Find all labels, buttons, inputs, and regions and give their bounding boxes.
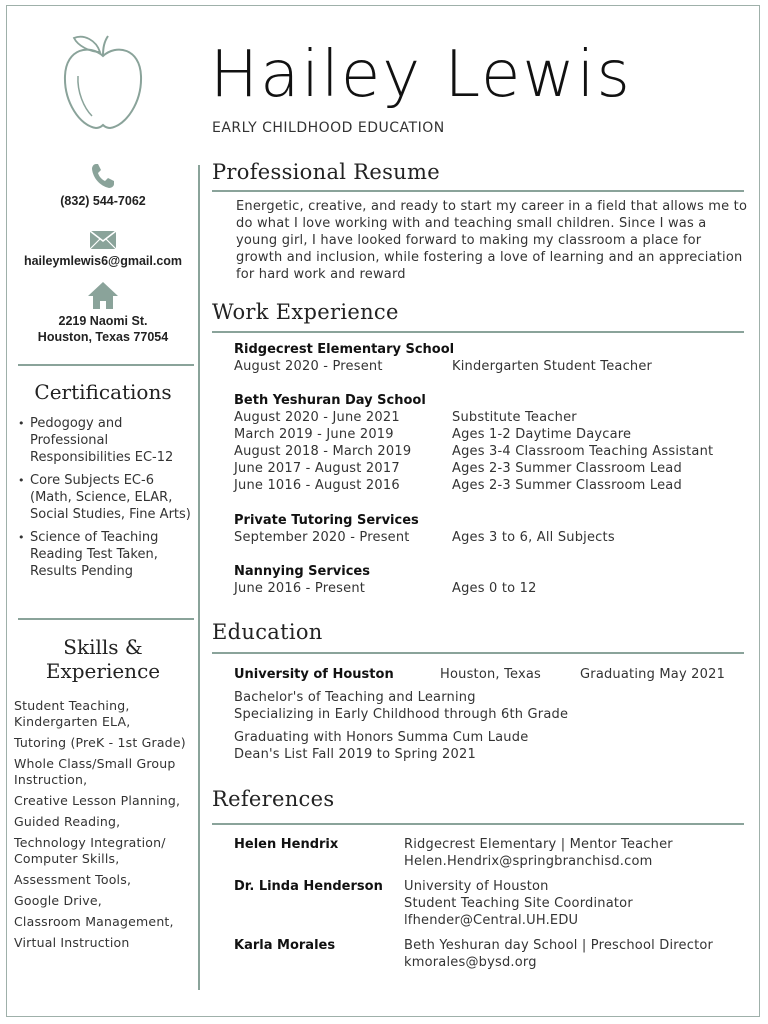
reference-name: Karla Morales: [234, 938, 336, 953]
reference-entry: [234, 836, 754, 870]
education-header: [234, 666, 754, 683]
section-rule: [212, 652, 744, 654]
job-organization: Beth Yeshuran Day School: [234, 393, 426, 408]
job-dates: August 2018 - March 2019: [234, 444, 412, 459]
job-role: Ages 0 to 12: [452, 581, 537, 596]
skill-item: Technology Integration/ Computer Skills,: [14, 835, 166, 866]
reference-info: [404, 836, 673, 870]
job-dates: September 2020 - Present: [234, 530, 410, 545]
job-entry: [234, 341, 754, 375]
education-entry: [234, 666, 754, 763]
section-rule: [212, 331, 744, 333]
job-role: Ages 2-3 Summer Classroom Lead: [452, 461, 682, 476]
certifications-heading: Certifications: [34, 380, 172, 404]
degree: Bachelor's of Teaching and Learning: [234, 690, 476, 705]
job-organization: Private Tutoring Services: [234, 513, 419, 528]
job-entry: [234, 392, 754, 494]
apple-icon: [60, 30, 146, 132]
certification-item: • Pedogogy and Professional Responsibilities EC-12: [18, 415, 198, 466]
skill-item: Whole Class/Small Group Instruction,: [14, 756, 176, 787]
job-entry: [234, 563, 754, 597]
job-row: [234, 477, 754, 494]
section-rule: [212, 823, 744, 825]
reference-email[interactable]: kmorales@bysd.org: [404, 955, 537, 970]
skills-list: [14, 698, 200, 956]
reference-entry: [234, 878, 754, 929]
job-dates: June 2017 - August 2017: [234, 461, 400, 476]
job-row: [234, 443, 754, 460]
deans-list: Dean's List Fall 2019 to Spring 2021: [234, 747, 476, 762]
sidebar-divider: [18, 618, 194, 620]
address-line-1: 2219 Naomi St.: [58, 314, 148, 328]
job-dates: June 2016 - Present: [234, 581, 366, 596]
email-block: [10, 230, 196, 268]
skill-item: Classroom Management,: [14, 914, 174, 929]
school-location: Houston, Texas: [440, 667, 542, 682]
references-heading: References: [212, 787, 335, 811]
reference-email[interactable]: Helen.Hendrix@springbranchisd.com: [404, 854, 653, 869]
job-role: Substitute Teacher: [452, 410, 577, 425]
job-role: Ages 3-4 Classroom Teaching Assistant: [452, 444, 714, 459]
home-icon: [86, 280, 120, 310]
reference-info: [404, 878, 633, 929]
job-row: [234, 358, 754, 375]
reference-info: [404, 937, 713, 971]
skill-item: Virtual Instruction: [14, 935, 130, 950]
phone-number: (832) 544-7062: [60, 194, 146, 208]
envelope-icon: [89, 230, 117, 250]
skill-item: Student Teaching, Kindergarten ELA,: [14, 698, 131, 729]
job-dates: August 2020 - June 2021: [234, 410, 400, 425]
job-dates: August 2020 - Present: [234, 359, 383, 374]
job-row: [234, 529, 754, 546]
candidate-name: Hailey Lewis: [210, 38, 632, 112]
job-row: [234, 580, 754, 597]
job-role: Ages 1-2 Daytime Daycare: [452, 427, 632, 442]
sidebar: [10, 30, 196, 990]
job-dates: June 1016 - August 2016: [234, 478, 400, 493]
skill-item: Tutoring (PreK - 1st Grade): [14, 735, 186, 750]
reference-name: Helen Hendrix: [234, 837, 339, 852]
summary-text: Energetic, creative, and ready to start my career in a field that allows me to do what I love working with and teaching small children. Since I was a young girl, I have looked forward to making my classroom a place for growth and inclusion, while fostering a love of learning and an appreciation for hard work and reward: [236, 199, 748, 282]
sidebar-divider: [18, 364, 194, 366]
job-role: Ages 3 to 6, All Subjects: [452, 530, 615, 545]
job-organization: Ridgecrest Elementary School: [234, 342, 455, 357]
job-entry: [234, 512, 754, 546]
job-role: Kindergarten Student Teacher: [452, 359, 653, 374]
certification-item: • Core Subjects EC-6 (Math, Science, ELAR, Social Studies, Fine Arts): [18, 472, 198, 523]
phone-icon: [90, 162, 116, 190]
specialization: Specializing in Early Childhood through 6th Grade: [234, 707, 569, 722]
email-address: haileymlewis6@gmail.com: [23, 254, 183, 268]
skill-item: Assessment Tools,: [14, 872, 132, 887]
certification-item: • Science of Teaching Reading Test Taken, Results Pending: [18, 529, 198, 580]
section-rule: [212, 190, 744, 192]
certifications-list: [18, 415, 198, 586]
skills-heading: [10, 635, 196, 683]
job-row: [234, 460, 754, 477]
honors: Graduating with Honors Summa Cum Laude: [234, 730, 529, 745]
skill-item: Guided Reading,: [14, 814, 121, 829]
reference-line: University of Houston: [404, 879, 549, 894]
address-block: [10, 280, 196, 344]
education-heading: Education: [212, 620, 323, 644]
sidebar-separator: [198, 165, 200, 990]
skills-heading-line-1: Skills &: [63, 635, 143, 659]
skill-item: Creative Lesson Planning,: [14, 793, 181, 808]
phone-block: [10, 162, 196, 208]
reference-email[interactable]: lfhender@Central.UH.EDU: [404, 913, 579, 928]
reference-line: Beth Yeshuran day School | Preschool Director: [404, 938, 714, 953]
work-heading: Work Experience: [212, 300, 399, 324]
job-row: [234, 426, 754, 443]
job-dates: March 2019 - June 2019: [234, 427, 394, 442]
candidate-subtitle: EARLY CHILDHOOD EDUCATION: [212, 120, 445, 136]
reference-line: Student Teaching Site Coordinator: [404, 896, 633, 911]
skill-item: Google Drive,: [14, 893, 102, 908]
job-role: Ages 2-3 Summer Classroom Lead: [452, 478, 682, 493]
graduation-date: Graduating May 2021: [580, 667, 726, 682]
school-name: University of Houston: [234, 667, 394, 682]
reference-entry: [234, 937, 754, 971]
reference-line: Ridgecrest Elementary | Mentor Teacher: [404, 837, 673, 852]
job-row: [234, 409, 754, 426]
summary-heading: Professional Resume: [212, 160, 440, 184]
skills-heading-line-2: Experience: [45, 659, 161, 683]
address-line-2: Houston, Texas 77054: [37, 330, 169, 344]
job-organization: Nannying Services: [234, 564, 370, 579]
reference-name: Dr. Linda Henderson: [234, 879, 383, 894]
